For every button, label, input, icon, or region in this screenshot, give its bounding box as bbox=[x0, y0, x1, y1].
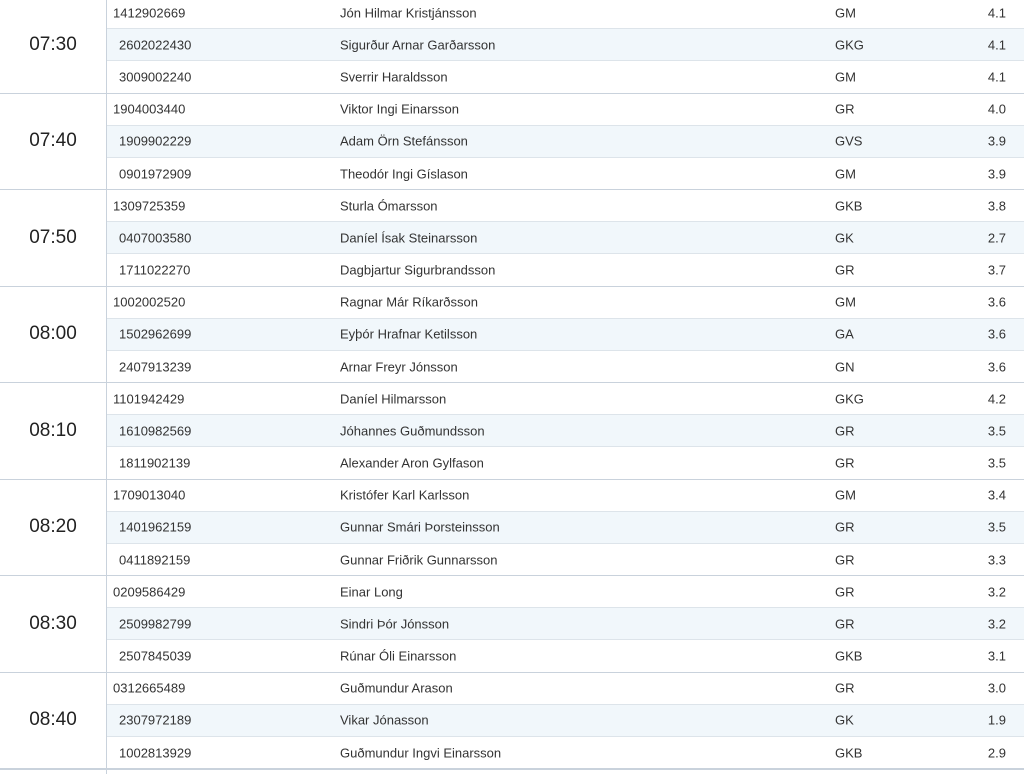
player-club: GR bbox=[835, 455, 855, 471]
tee-time-group bbox=[0, 94, 1024, 191]
player-rows bbox=[107, 480, 1024, 576]
player-id: 0312665489 bbox=[113, 680, 186, 696]
player-name: Jóhannes Guðmundsson bbox=[340, 423, 485, 439]
player-handicap: 3.5 bbox=[987, 519, 1006, 535]
player-club: GR bbox=[835, 519, 855, 535]
player-id: 2602022430 bbox=[119, 37, 192, 53]
table-row[interactable] bbox=[107, 576, 1024, 608]
tee-time-group bbox=[0, 576, 1024, 673]
player-id: 2407913239 bbox=[119, 359, 192, 375]
player-id: 1711022270 bbox=[119, 262, 191, 278]
player-name: Kristófer Karl Karlsson bbox=[340, 487, 470, 503]
table-row[interactable] bbox=[107, 319, 1024, 351]
player-handicap: 4.1 bbox=[987, 37, 1006, 53]
player-handicap: 4.0 bbox=[987, 101, 1006, 117]
player-id: 1002813929 bbox=[119, 745, 192, 761]
player-id: 1610982569 bbox=[119, 423, 192, 439]
player-id: 1401962159 bbox=[119, 519, 192, 535]
tee-time-label: 08:10 bbox=[0, 383, 107, 479]
player-name: Eyþór Hrafnar Ketilsson bbox=[340, 326, 478, 342]
player-id: 1002002520 bbox=[113, 294, 186, 310]
player-club: GM bbox=[835, 294, 856, 310]
player-name: Sindri Þór Jónsson bbox=[340, 616, 450, 632]
table-row[interactable] bbox=[107, 640, 1024, 672]
player-id: 0901972909 bbox=[119, 166, 192, 182]
player-name: Sturla Ómarsson bbox=[340, 198, 438, 214]
player-club: GR bbox=[835, 101, 855, 117]
player-id: 0407003580 bbox=[119, 230, 192, 246]
player-rows bbox=[107, 383, 1024, 479]
tee-time-group bbox=[0, 673, 1024, 770]
table-row[interactable] bbox=[107, 222, 1024, 254]
player-handicap: 3.6 bbox=[987, 294, 1006, 310]
tee-time-group bbox=[0, 383, 1024, 480]
player-id: 1502962699 bbox=[119, 326, 192, 342]
player-id: 2307972189 bbox=[119, 712, 192, 728]
player-handicap: 3.9 bbox=[987, 166, 1006, 182]
player-id: 1909902229 bbox=[119, 133, 192, 149]
player-name: Adam Örn Stefánsson bbox=[340, 133, 468, 149]
player-rows bbox=[107, 190, 1024, 286]
table-row[interactable] bbox=[107, 351, 1024, 383]
table-row[interactable] bbox=[107, 512, 1024, 544]
player-name: Dagbjartur Sigurbrandsson bbox=[340, 262, 496, 278]
player-club: GR bbox=[835, 423, 855, 439]
player-handicap: 4.2 bbox=[987, 391, 1006, 407]
table-row[interactable] bbox=[107, 158, 1024, 190]
table-row[interactable] bbox=[107, 544, 1024, 576]
table-row[interactable] bbox=[107, 673, 1024, 705]
player-club: GM bbox=[835, 5, 856, 21]
player-club: GKG bbox=[835, 391, 864, 407]
player-name: Rúnar Óli Einarsson bbox=[340, 648, 457, 664]
player-club: GR bbox=[835, 616, 855, 632]
player-handicap: 3.5 bbox=[987, 423, 1006, 439]
player-id: 2509982799 bbox=[119, 616, 192, 632]
player-name: Daníel Hilmarsson bbox=[340, 391, 447, 407]
player-club: GA bbox=[835, 326, 854, 342]
player-rows bbox=[107, 94, 1024, 190]
player-rows bbox=[107, 0, 1024, 93]
player-rows bbox=[107, 287, 1024, 383]
player-handicap: 3.7 bbox=[987, 262, 1006, 278]
player-club: GR bbox=[835, 552, 855, 568]
tee-time-label: 08:20 bbox=[0, 480, 107, 576]
player-id: 1309725359 bbox=[113, 198, 186, 214]
player-club: GR bbox=[835, 584, 855, 600]
table-row[interactable] bbox=[107, 608, 1024, 640]
player-name: Einar Long bbox=[340, 584, 403, 600]
player-handicap: 3.3 bbox=[987, 552, 1006, 568]
player-club: GN bbox=[835, 359, 855, 375]
player-handicap: 3.2 bbox=[987, 616, 1006, 632]
player-id: 1101942429 bbox=[113, 391, 185, 407]
tee-time-label: 08:30 bbox=[0, 576, 107, 672]
player-club: GR bbox=[835, 680, 855, 696]
table-row[interactable] bbox=[107, 480, 1024, 512]
table-row[interactable] bbox=[107, 415, 1024, 447]
player-name: Theodór Ingi Gíslason bbox=[340, 166, 468, 182]
player-club: GKB bbox=[835, 198, 863, 214]
player-name: Jón Hilmar Kristjánsson bbox=[340, 5, 477, 21]
player-club: GM bbox=[835, 69, 856, 85]
tee-time-label: 08:40 bbox=[0, 673, 107, 769]
player-name: Gunnar Friðrik Gunnarsson bbox=[340, 552, 498, 568]
player-name: Viktor Ingi Einarsson bbox=[340, 101, 459, 117]
table-row[interactable] bbox=[107, 0, 1024, 29]
player-handicap: 3.6 bbox=[987, 326, 1006, 342]
player-handicap: 3.2 bbox=[987, 584, 1006, 600]
tee-time-group bbox=[0, 190, 1024, 287]
player-id: 3009002240 bbox=[119, 69, 192, 85]
player-handicap: 3.0 bbox=[987, 680, 1006, 696]
player-handicap: 3.6 bbox=[987, 359, 1006, 375]
player-id: 1412902669 bbox=[113, 5, 186, 21]
column-divider bbox=[106, 770, 107, 774]
tee-time-group bbox=[0, 0, 1024, 94]
table-row[interactable] bbox=[107, 61, 1024, 93]
tee-time-label: 07:30 bbox=[0, 0, 107, 93]
tee-time-label: 07:40 bbox=[0, 94, 107, 190]
player-club: GKB bbox=[835, 745, 863, 761]
player-id: 1811902139 bbox=[119, 455, 191, 471]
table-bottom-edge bbox=[0, 769, 1024, 774]
player-rows bbox=[107, 673, 1024, 769]
player-club: GKG bbox=[835, 37, 864, 53]
table-row[interactable] bbox=[107, 94, 1024, 126]
player-name: Guðmundur Ingvi Einarsson bbox=[340, 745, 502, 761]
player-club: GM bbox=[835, 166, 856, 182]
table-row[interactable] bbox=[107, 126, 1024, 158]
player-club: GK bbox=[835, 712, 854, 728]
player-handicap: 1.9 bbox=[987, 712, 1006, 728]
player-handicap: 3.5 bbox=[987, 455, 1006, 471]
player-id: 0411892159 bbox=[119, 552, 191, 568]
player-club: GM bbox=[835, 487, 856, 503]
tee-time-label: 08:00 bbox=[0, 287, 107, 383]
table-row[interactable] bbox=[107, 190, 1024, 222]
player-name: Daníel Ísak Steinarsson bbox=[340, 230, 478, 246]
tee-time-group bbox=[0, 480, 1024, 577]
tee-time-label: 07:50 bbox=[0, 190, 107, 286]
tee-time-group bbox=[0, 287, 1024, 384]
player-name: Ragnar Már Ríkarðsson bbox=[340, 294, 478, 310]
player-handicap: 2.9 bbox=[987, 745, 1006, 761]
table-row[interactable] bbox=[107, 254, 1024, 286]
player-name: Alexander Aron Gylfason bbox=[340, 455, 484, 471]
player-handicap: 3.9 bbox=[987, 133, 1006, 149]
player-handicap: 4.1 bbox=[987, 5, 1006, 21]
table-row[interactable] bbox=[107, 383, 1024, 415]
player-handicap: 3.4 bbox=[987, 487, 1006, 503]
player-handicap: 4.1 bbox=[987, 69, 1006, 85]
player-id: 2507845039 bbox=[119, 648, 192, 664]
player-club: GKB bbox=[835, 648, 863, 664]
table-row[interactable] bbox=[107, 29, 1024, 61]
player-id: 1904003440 bbox=[113, 101, 186, 117]
player-handicap: 3.1 bbox=[987, 648, 1006, 664]
table-row[interactable] bbox=[107, 737, 1024, 769]
player-club: GVS bbox=[835, 133, 863, 149]
player-name: Sverrir Haraldsson bbox=[340, 69, 448, 85]
player-name: Gunnar Smári Þorsteinsson bbox=[340, 519, 500, 535]
player-name: Vikar Jónasson bbox=[340, 712, 429, 728]
player-name: Arnar Freyr Jónsson bbox=[340, 359, 458, 375]
table-row[interactable] bbox=[107, 705, 1024, 737]
player-id: 0209586429 bbox=[113, 584, 186, 600]
player-id: 1709013040 bbox=[113, 487, 186, 503]
player-name: Guðmundur Arason bbox=[340, 680, 453, 696]
table-row[interactable] bbox=[107, 447, 1024, 479]
table-row[interactable] bbox=[107, 287, 1024, 319]
player-club: GK bbox=[835, 230, 854, 246]
player-rows bbox=[107, 576, 1024, 672]
player-club: GR bbox=[835, 262, 855, 278]
player-name: Sigurður Arnar Garðarsson bbox=[340, 37, 496, 53]
player-handicap: 3.8 bbox=[987, 198, 1006, 214]
player-handicap: 2.7 bbox=[987, 230, 1006, 246]
